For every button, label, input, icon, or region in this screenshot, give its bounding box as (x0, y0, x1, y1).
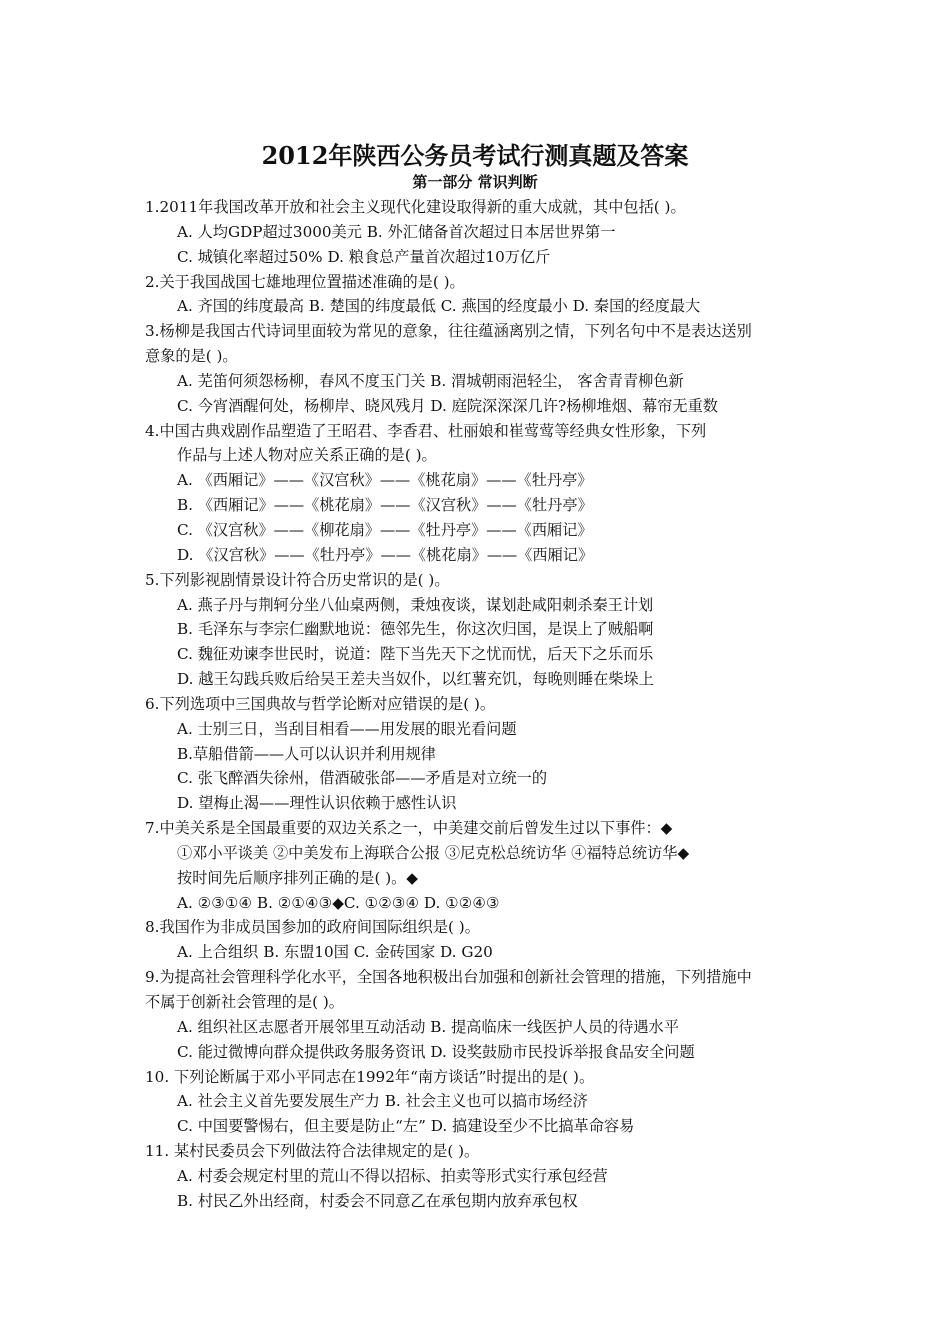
option-text-line: A. ②③①④ B. ②①④③◆C. ①②③④ D. ①②④③ (177, 893, 500, 912)
document-title: 2012年陕西公务员考试行测真题及答案 (261, 141, 689, 170)
option-text-line: C. 魏征劝谏李世民时，说道：陛下当先天下之忧而忧，后天下之乐而乐 (177, 645, 654, 664)
question-text-line: 4.中国古典戏剧作品塑造了王昭君、李香君、杜丽娘和崔莺莺等经典女性形象，下列 (145, 421, 707, 440)
question-text-line: 10. 下列论断属于邓小平同志在1992年“南方谈话”时提出的是( )。 (145, 1067, 595, 1086)
question-text-line: 9.为提高社会管理科学化水平，全国各地积极出台加强和创新社会管理的措施，下列措施中 (145, 968, 752, 987)
option-text-line: C. 《汉宫秋》——《柳花扇》——《牡丹亭》——《西厢记》 (177, 520, 593, 539)
question-text-line: 6.下列选项中三国典故与哲学论断对应错误的是( )。 (145, 694, 496, 713)
question-text-line: 不属于创新社会管理的是( )。 (145, 993, 344, 1011)
option-text-line: B.草船借箭——人可以认识并利用规律 (177, 744, 436, 763)
option-text-line: C. 能过微博向群众提供政务服务资讯 D. 设奖鼓励市民投诉举报食品安全问题 (177, 1042, 695, 1061)
option-text-line: A. 齐国的纬度最高 B. 楚国的纬度最低 C. 燕国的经度最小 D. 秦国的经度最大 (177, 297, 701, 316)
option-text-line: D. 望梅止渴——理性认识依赖于感性认识 (177, 794, 457, 813)
option-text-line: A. 上合组织 B. 东盟10国 C. 金砖国家 D. G20 (177, 943, 493, 962)
option-text-line: A. 组织社区志愿者开展邻里互动活动 B. 提高临床一线医护人员的待遇水平 (177, 1017, 679, 1036)
option-text-line: B. 《西厢记》——《桃花扇》——《汉宫秋》——《牡丹亭》 (177, 496, 593, 515)
option-text-line: C. 中国要警惕右，但主要是防止“左” D. 搞建设至少不比搞革命容易 (177, 1117, 635, 1136)
question-text-line: 5.下列影视剧情景设计符合历史常识的是( )。 (145, 570, 450, 589)
question-text-line: 3.杨柳是我国古代诗词里面较为常见的意象，往往蕴涵离别之情，下列名句中不是表达送别 (145, 322, 752, 341)
question-text-line: 2.关于我国战国七雄地理位置描述准确的是( )。 (145, 272, 465, 291)
option-text-line: 按时间先后顺序排列正确的是( )。◆ (177, 868, 418, 887)
option-text-line: A. 社会主义首先要发展生产力 B. 社会主义也可以搞市场经济 (177, 1092, 588, 1111)
option-text-line: A. 士别三日，当刮目相看——用发展的眼光看问题 (177, 719, 517, 738)
option-text-line: ①邓小平谈美 ②中美发布上海联合公报 ③尼克松总统访华 ④福特总统访华◆ (177, 843, 690, 862)
question-text-line: 1.2011年我国改革开放和社会主义现代化建设取得新的重大成就，其中包括( )。 (145, 198, 686, 216)
option-text-line: A. 燕子丹与荆轲分坐八仙桌两侧，秉烛夜谈，谋划赴咸阳刺杀秦王计划 (177, 595, 654, 614)
option-text-line: B. 毛泽东与李宗仁幽默地说：德邻先生，你这次归国，是误上了贼船啊 (177, 620, 654, 639)
option-text-line: A. 人均GDP超过3000美元 B. 外汇储备首次超过日本居世界第一 (177, 222, 616, 241)
question-text-line: 意象的是( )。 (145, 347, 238, 366)
section-heading: 第一部分 常识判断 (412, 173, 538, 191)
option-text-line: D. 越王勾践兵败后给吴王差夫当奴仆，以红薯充饥，每晚则睡在柴垛上 (177, 670, 654, 689)
option-text-line: C. 张飞醉酒失徐州，借酒破张郃——矛盾是对立统一的 (177, 769, 548, 788)
question-body (145, 195, 815, 1214)
option-text-line: 作品与上述人物对应关系正确的是( )。 (177, 446, 437, 465)
option-text-line: C. 今宵酒醒何处，杨柳岸、晓风残月 D. 庭院深深深几许?杨柳堆烟、幕帘无重数 (177, 396, 718, 415)
option-text-line: A. 《西厢记》——《汉宫秋》——《桃花扇》——《牡丹亭》 (177, 471, 593, 490)
question-text-line: 11. 某村民委员会下列做法符合法律规定的是( )。 (145, 1142, 480, 1161)
option-text-line: A. 村委会规定村里的荒山不得以招标、拍卖等形式实行承包经营 (177, 1166, 608, 1185)
option-text-line: A. 芜笛何须怨杨柳，春风不度玉门关 B. 渭城朝雨浥轻尘， 客舍青青柳色新 (177, 371, 684, 390)
question-text-line: 7.中美关系是全国最重要的双边关系之一，中美建交前后曾发生过以下事件：◆ (145, 819, 673, 838)
option-text-line: D. 《汉宫秋》——《牡丹亭》——《桃花扇》——《西厢记》 (177, 545, 594, 564)
question-text-line: 8.我国作为非成员国参加的政府间国际组织是( )。 (145, 918, 480, 937)
option-text-line: C. 城镇化率超过50% D. 粮食总产量首次超过10万亿斤 (177, 247, 551, 266)
option-text-line: B. 村民乙外出经商，村委会不同意乙在承包期内放弃承包权 (177, 1191, 578, 1210)
